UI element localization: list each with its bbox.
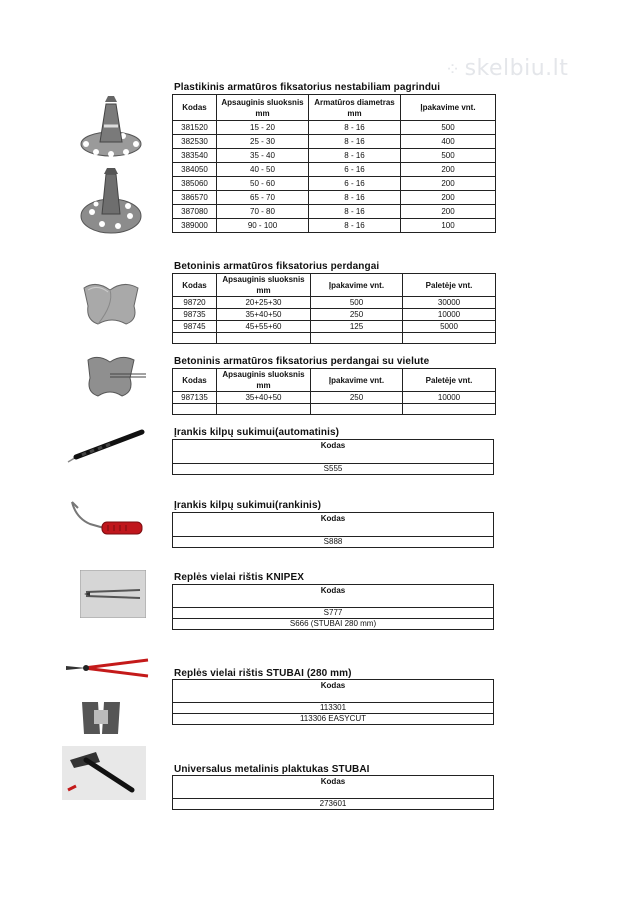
cell-code	[173, 333, 217, 344]
header-package: Įpakavime vnt.	[311, 274, 403, 297]
manual-twister-image	[64, 498, 146, 544]
code-value: S666 (STUBAI 280 mm)	[289, 619, 377, 628]
plastic-fixator-image-2	[78, 166, 144, 236]
cell-package: 100	[401, 219, 496, 233]
cell-package	[311, 404, 403, 415]
cell-pallet	[403, 404, 496, 415]
kodas-header: Kodas	[320, 514, 346, 523]
plastic-fixator-table	[172, 94, 496, 233]
knipex-kodas-box	[172, 584, 494, 608]
header-pallet: Paletėje vnt.	[403, 274, 496, 297]
section-title-concrete-fixator: Betoninis armatūros fiksatorius perdangai	[174, 261, 380, 272]
cell-cover: 50 - 60	[217, 177, 309, 191]
code-value: 113306 EASYCUT	[299, 714, 367, 723]
cell-code: 987135	[173, 392, 217, 404]
code-row	[172, 463, 494, 475]
table-row	[173, 149, 496, 163]
header-package: Įpakavime vnt.	[401, 95, 496, 121]
code-value: S555	[323, 464, 343, 473]
section-title-stubai-pliers: Replės vielai rištis STUBAI (280 mm)	[174, 668, 352, 679]
cell-diameter: 8 - 16	[309, 121, 401, 135]
cell-cover: 35+40+50	[217, 392, 311, 404]
cell-diameter: 8 - 16	[309, 205, 401, 219]
cell-code: 98720	[173, 297, 217, 309]
cell-pallet: 10000	[403, 309, 496, 321]
table-row	[173, 309, 496, 321]
cell-cover: 25 - 30	[217, 135, 309, 149]
cell-diameter: 8 - 16	[309, 135, 401, 149]
hammer-kodas-box	[172, 775, 494, 799]
cell-code: 386570	[173, 191, 217, 205]
header-diameter: Armatūros diametras mm	[309, 95, 401, 121]
header-kodas: Kodas	[173, 274, 217, 297]
plastic-fixator-image-1	[78, 92, 144, 160]
cell-package: 250	[311, 309, 403, 321]
logo-dots-icon: ⁘	[445, 59, 461, 80]
table-row	[173, 392, 496, 404]
header-package: Įpakavime vnt.	[311, 369, 403, 392]
cell-code: 389000	[173, 219, 217, 233]
cell-package	[311, 333, 403, 344]
code-row	[172, 618, 494, 630]
cell-code: 383540	[173, 149, 217, 163]
cell-cover	[217, 333, 311, 344]
cell-cover: 15 - 20	[217, 121, 309, 135]
cell-package: 200	[401, 177, 496, 191]
cell-code: 385060	[173, 177, 217, 191]
header-kodas: Kodas	[173, 95, 217, 121]
cell-package: 250	[311, 392, 403, 404]
concrete-fixator-table	[172, 273, 496, 344]
section-title-plastic-fixator: Plastikinis armatūros fiksatorius nestabiliam pagrindui	[174, 82, 441, 93]
cell-code: 384050	[173, 163, 217, 177]
cell-code	[173, 404, 217, 415]
automatic-twister-image	[64, 426, 152, 468]
stubai-pliers-kodas-box	[172, 679, 494, 703]
concrete-fixator-wire-table	[172, 368, 496, 415]
cell-package: 500	[311, 297, 403, 309]
cell-package: 125	[311, 321, 403, 333]
section-title-manual-tool: Įrankis kilpų sukimui(rankinis)	[174, 500, 322, 511]
table-row	[173, 297, 496, 309]
cell-cover: 90 - 100	[217, 219, 309, 233]
cell-cover: 20+25+30	[217, 297, 311, 309]
table-row	[173, 205, 496, 219]
cell-code: 98735	[173, 309, 217, 321]
code-value: S888	[323, 537, 343, 546]
table-row	[173, 191, 496, 205]
concrete-fixator-wire-image	[82, 350, 148, 402]
cell-package: 200	[401, 205, 496, 219]
table-row	[173, 321, 496, 333]
watermark	[445, 56, 568, 81]
cell-cover: 40 - 50	[217, 163, 309, 177]
table-row	[173, 219, 496, 233]
header-cover: Apsauginis sluoksnis mm	[217, 274, 311, 297]
kodas-header: Kodas	[320, 586, 346, 595]
stubai-pliers-image	[64, 656, 150, 680]
header-cover: Apsauginis sluoksnis mm	[217, 95, 309, 121]
table-row	[173, 404, 496, 415]
cell-diameter: 6 - 16	[309, 177, 401, 191]
cell-package: 200	[401, 191, 496, 205]
stubai-pliers-head-image	[78, 700, 124, 736]
cell-cover: 45+55+60	[217, 321, 311, 333]
code-value: 273601	[319, 799, 347, 808]
code-row	[172, 536, 494, 548]
cell-diameter: 8 - 16	[309, 149, 401, 163]
hammer-image	[62, 746, 146, 800]
knipex-pliers-image	[80, 570, 146, 618]
cell-pallet: 10000	[403, 392, 496, 404]
cell-pallet	[403, 333, 496, 344]
cell-code: 387080	[173, 205, 217, 219]
kodas-header: Kodas	[320, 681, 346, 690]
code-value: S777	[323, 608, 343, 617]
section-title-hammer: Universalus metalinis plaktukas STUBAI	[174, 764, 370, 775]
cell-cover: 65 - 70	[217, 191, 309, 205]
section-title-concrete-fixator-wire: Betoninis armatūros fiksatorius perdangai su vielute	[174, 356, 430, 367]
automatic-tool-kodas-box	[172, 439, 494, 464]
watermark-text: skelbiu.lt	[464, 56, 569, 81]
header-pallet: Paletėje vnt.	[403, 369, 496, 392]
table-row	[173, 333, 496, 344]
section-title-automatic-tool: Įrankis kilpų sukimui(automatinis)	[174, 427, 340, 438]
cell-code: 98745	[173, 321, 217, 333]
cell-cover	[217, 404, 311, 415]
cell-cover: 70 - 80	[217, 205, 309, 219]
cell-pallet: 30000	[403, 297, 496, 309]
cell-package: 200	[401, 163, 496, 177]
kodas-header: Kodas	[320, 777, 346, 786]
cell-cover: 35 - 40	[217, 149, 309, 163]
header-cover: Apsauginis sluoksnis mm	[217, 369, 311, 392]
code-row	[172, 713, 494, 725]
concrete-fixator-image	[80, 276, 142, 328]
cell-cover: 35+40+50	[217, 309, 311, 321]
manual-tool-kodas-box	[172, 512, 494, 537]
cell-code: 382530	[173, 135, 217, 149]
table-row	[173, 177, 496, 191]
cell-package: 400	[401, 135, 496, 149]
cell-code: 381520	[173, 121, 217, 135]
cell-package: 500	[401, 149, 496, 163]
table-row	[173, 135, 496, 149]
cell-diameter: 8 - 16	[309, 191, 401, 205]
table-row	[173, 121, 496, 135]
cell-package: 500	[401, 121, 496, 135]
cell-pallet: 5000	[403, 321, 496, 333]
kodas-header: Kodas	[320, 441, 346, 450]
section-title-knipex: Replės vielai rištis KNIPEX	[174, 572, 304, 583]
cell-diameter: 6 - 16	[309, 163, 401, 177]
header-kodas: Kodas	[173, 369, 217, 392]
cell-diameter: 8 - 16	[309, 219, 401, 233]
code-row	[172, 798, 494, 810]
code-value: 113301	[319, 703, 347, 712]
table-row	[173, 163, 496, 177]
